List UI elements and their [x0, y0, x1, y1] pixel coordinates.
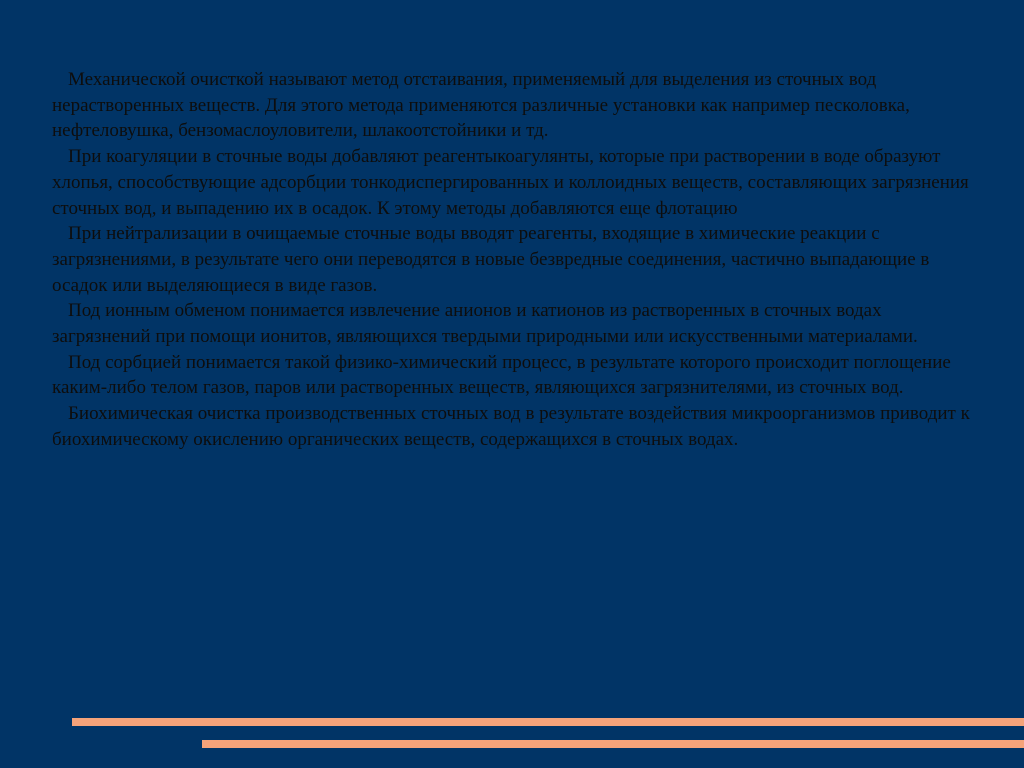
paragraph-coagulation: При коагуляции в сточные воды добавляют реагентыкоагулянты, которые при растворении в воде образуют хлопья, способствующие адсорбции тонкодиспергированных и коллоидных веществ, составляющих загрязнения сточных вод, и выпадению их в осадок. К этому методы добавляются еще флотацию [52, 146, 969, 219]
paragraph-sorption: Под сорбцией понимается такой физико-химический процесс, в результате которого происходит поглощение каким-либо телом газов, паров или растворенных веществ, являющихся загрязнителями, из сточных вод. [52, 351, 951, 399]
decorative-stripe-bottom [202, 740, 1024, 748]
paragraph-mechanical-treatment: Механической очисткой называют метод отстаивания, применяемый для выделения из сточных вод нерастворенных веществ. Для этого метода применяются различные установки как например песколовка, нефтеловушка, бензомаслоуловители, шлакоотстойники и тд. [52, 69, 910, 142]
paragraph-biochemical-treatment: Биохимическая очистка производственных сточных вод в результате воздействия микроорганизмов приводит к биохимическому окислению органических веществ, содержащихся в сточных водах. [52, 403, 970, 450]
decorative-stripe-top [72, 718, 1024, 726]
slide-body-text [52, 67, 977, 453]
paragraph-neutralization: При нейтрализации в очищаемые сточные воды вводят реагенты, входящие в химические реакции с загрязнениями, в результате чего они переводятся в новые безвредные соединения, частично выпадающие в осадок или выделяющиеся в виде газов. [52, 223, 930, 296]
paragraph-ion-exchange: Под ионным обменом понимается извлечение анионов и катионов из растворенных в сточных водах загрязнений при помощи ионитов, являющихся твердыми природными или искусственными материалами. [52, 300, 918, 348]
